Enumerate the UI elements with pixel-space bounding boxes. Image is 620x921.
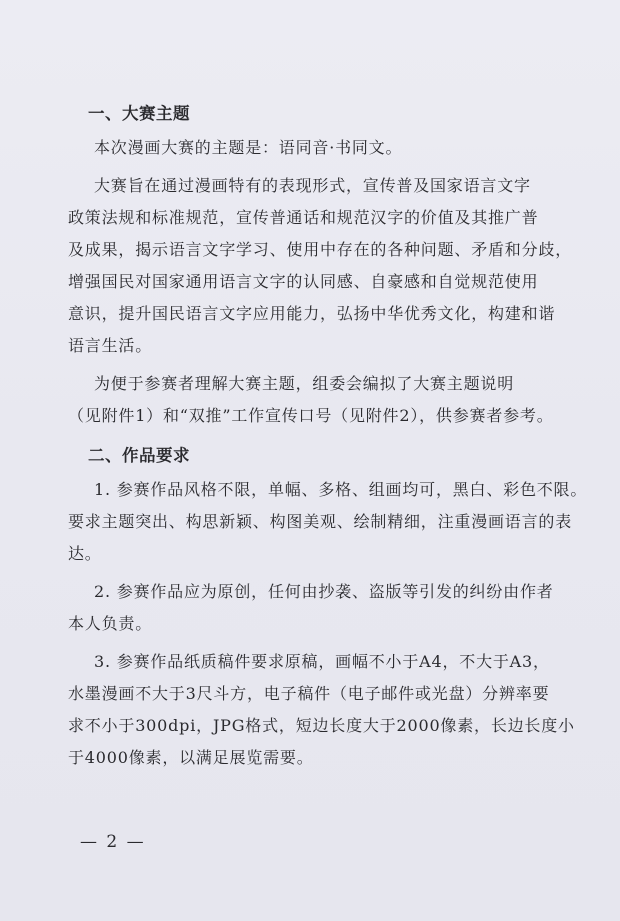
theme-statement: 本次漫画大赛的主题是：语同音·书同文。 [94, 138, 403, 157]
text-line: 达。 [68, 544, 102, 563]
text-line: 要求主题突出、构思新颖、构图美观、绘制精细，注重漫画语言的表 [68, 512, 573, 531]
text-line: 于4000像素，以满足展览需要。 [68, 748, 314, 767]
text-line: 1. 参赛作品风格不限，单幅、多格、组画均可，黑白、彩色不限。 [94, 480, 588, 499]
text-line: 2. 参赛作品应为原创，任何由抄袭、盗版等引发的纠纷由作者 [94, 582, 554, 601]
text-line: 本人负责。 [68, 614, 153, 633]
theme-purpose-paragraph [68, 170, 588, 362]
section-heading-requirements: 二、作品要求 [88, 446, 190, 465]
text-line: 语言生活。 [68, 336, 153, 355]
text-line: 水墨漫画不大于3尺斗方，电子稿件（电子邮件或光盘）分辨率要 [68, 684, 550, 703]
text-line: 3. 参赛作品纸质稿件要求原稿，画幅不小于A4，不大于A3， [94, 652, 550, 671]
text-line: （见附件1）和“双推”工作宣传口号（见附件2），供参赛者参考。 [68, 406, 554, 425]
document-body [68, 98, 588, 774]
text-line: 政策法规和标准规范，宣传普通话和规范汉字的价值及其推广普 [68, 208, 539, 227]
page-number: — 2 — [80, 832, 146, 852]
theme-reference-paragraph [68, 368, 588, 432]
text-line: 为便于参赛者理解大赛主题，组委会编拟了大赛主题说明 [94, 374, 515, 393]
requirement-item-3 [68, 646, 588, 774]
text-line: 意识，提升国民语言文字应用能力，弘扬中华优秀文化，构建和谐 [68, 304, 556, 323]
section-heading-theme: 一、大赛主题 [88, 104, 190, 123]
requirement-item-1 [68, 474, 588, 570]
text-line: 增强国民对国家通用语言文字的认同感、自豪感和自觉规范使用 [68, 272, 539, 291]
text-line: 大赛旨在通过漫画特有的表现形式，宣传普及国家语言文字 [94, 176, 531, 195]
requirement-item-2 [68, 576, 588, 640]
text-line: 求不小于300dpi，JPG格式，短边长度大于2000像素，长边长度小 [68, 716, 575, 735]
text-line: 及成果，揭示语言文字学习、使用中存在的各种问题、矛盾和分歧， [68, 240, 573, 259]
